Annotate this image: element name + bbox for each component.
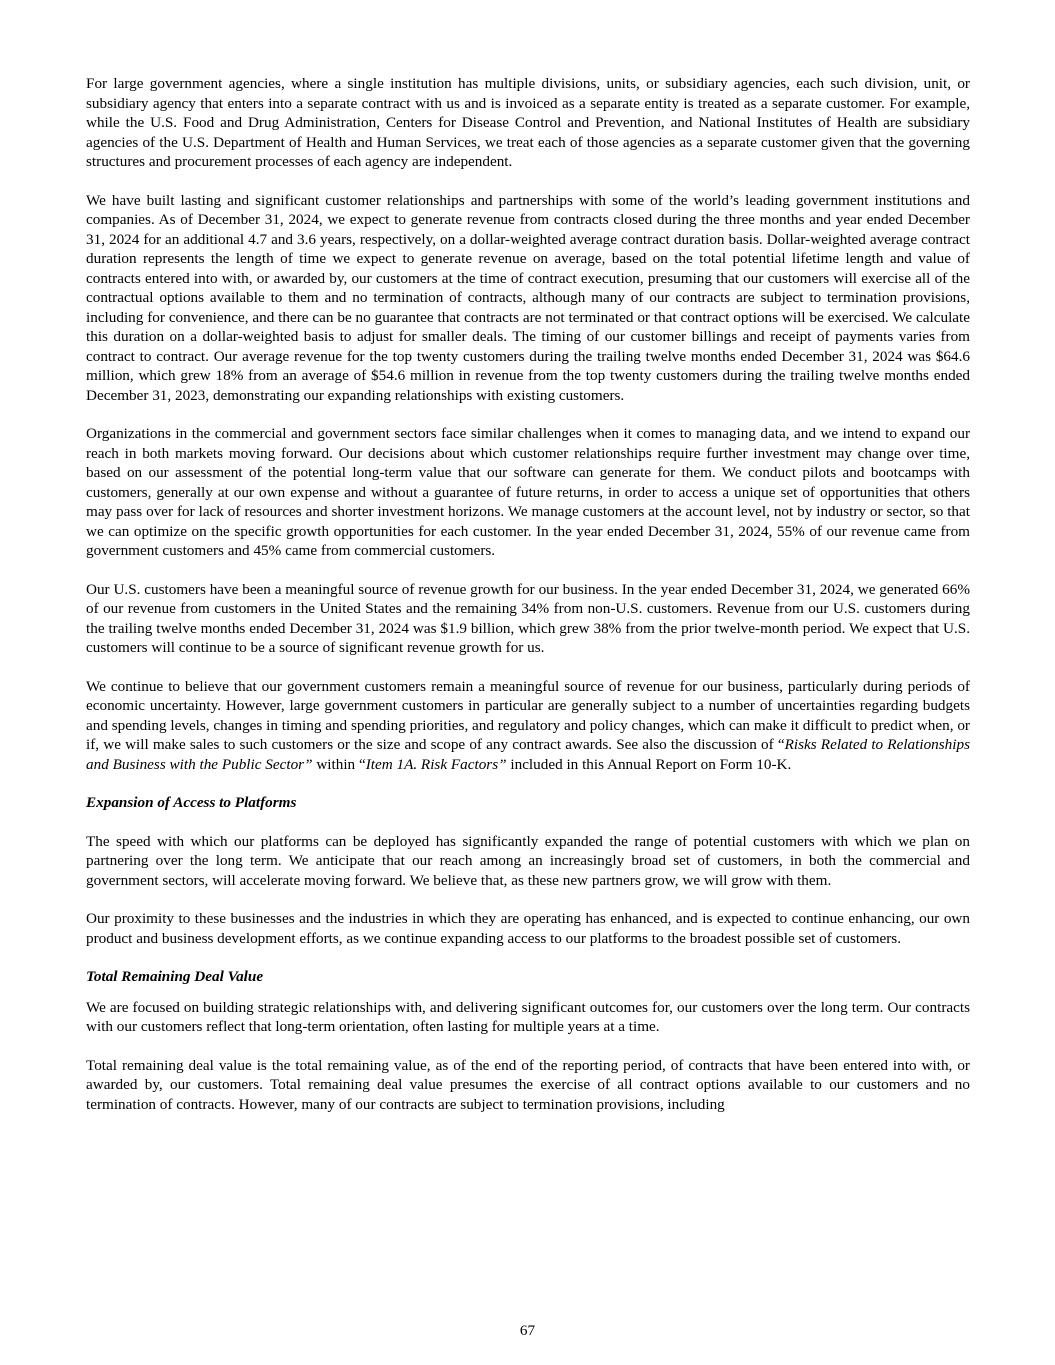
paragraph-strategic-relationships: We are focused on building strategic relationships with, and delivering significant outcomes for, our customers over the long term. Our contracts with our customers reflect that long-term orientation, often lasting for multiple years at a time. (86, 998, 970, 1035)
document-page (86, 74, 970, 1133)
paragraph-commercial-government: Organizations in the commercial and government sectors face similar challenges when it comes to managing data, and we intend to expand our reach in both markets moving forward. Our decisions about which customer relationships require further investment may change over time, based on our assessment of the potential long-term value that our software can generate for them. We conduct pilots and bootcamps with customers, generally at our own expense and without a guarantee of future returns, in order to access a unique set of opportunities that others may pass over for lack of resources and shorter investment horizons. We manage customers at the account level, not by industry or sector, so that we can optimize on the specific growth opportunities for each customer. In the year ended December 31, 2024, 55% of our revenue came from government customers and 45% came from commercial customers. (86, 425, 970, 559)
section-heading-expansion: Expansion of Access to Platforms (86, 794, 297, 811)
paragraph-customer-definition: For large government agencies, where a single institution has multiple divisions, units, or subsidiary agencies, each such division, unit, or subsidiary agency that enters into a separate contract with us and is invoiced as a separate entity is treated as a separate customer. For example, while the U.S. Food and Drug Administration, Centers for Disease Control and Prevention, and National Institutes of Health are subsidiary agencies of the U.S. Department of Health and Human Services, we treat each of those agencies as a separate customer given that the governing structures and procurement processes of each agency are independent. (86, 75, 970, 170)
paragraph-total-remaining-deal-value: Total remaining deal value is the total remaining value, as of the end of the reporting period, of contracts that have been entered into with, or awarded by, our customers. Total remaining deal value presumes the exercise of all contract options available to our customers and no termination of contracts. However, many of our contracts are subject to termination provisions, including (86, 1056, 970, 1113)
paragraph-us-customers: Our U.S. customers have been a meaningful source of revenue growth for our business. In the year ended December 31, 2024, we generated 66% of our revenue from customers in the United States and the remaining 34% from non-U.S. customers. Revenue from our U.S. customers during the trailing twelve months ended December 31, 2024 was $1.9 billion, which grew 38% from the prior twelve-month period. We expect that U.S. customers will continue to be a source of significant revenue growth for us. (86, 580, 970, 656)
italic-reference-risks: Risks Related to Relationships and Business with the Public Sector” (86, 736, 970, 773)
paragraph-customer-relationships: We have built lasting and significant customer relationships and partnerships with some of the world’s leading government institutions and companies. As of December 31, 2024, we expect to generate revenue from contracts closed during the three months and year ended December 31, 2024 for an additional 4.7 and 3.6 years, respectively, on a dollar-weighted average contract duration basis. Dollar-weighted average contract duration represents the length of time we expect to generate revenue on average, based on the total potential lifetime length and value of contracts entered into with, or awarded by, our customers at the time of contract execution, presuming that our customers will exercise all of the contractual options available to them and no termination of contracts, although many of our contracts are subject to termination provisions, including for convenience, and there can be no guarantee that contracts are not terminated or that contract options will be exercised. We calculate this duration on a dollar-weighted basis to adjust for smaller deals. The timing of our customer billings and receipt of payments varies from contract to contract. Our average revenue for the top twenty customers during the trailing twelve months ended December 31, 2024 was $64.6 million, which grew 18% from an average of $54.6 million in revenue from the top twenty customers during the trailing twelve months ended December 31, 2023, demonstrating our expanding relationships with existing customers. (86, 191, 970, 404)
section-heading-total-remaining-deal-value: Total Remaining Deal Value (86, 968, 264, 985)
text-segment: included in this Annual Report on Form 10-K. (506, 755, 792, 773)
text-segment: We continue to believe that our government customers remain a meaningful source of revenue for our business, particularly during periods of economic uncertainty. However, large government customers in particular are generally subject to a number of uncertainties regarding budgets and spending levels, changes in timing and spending priorities, and regulatory and policy changes, which can make it difficult to predict when, or if, we will make sales to such customers or the size and scope of any contract awards. See also the discussion of “ (86, 677, 970, 753)
text-segment: within “ (312, 755, 366, 773)
paragraph-proximity: Our proximity to these businesses and the industries in which they are operating has enhanced, and is expected to continue enhancing, our own product and business development efforts, as we continue expanding access to our platforms to the broadest possible set of customers. (86, 910, 970, 947)
page-number: 67 (519, 1322, 536, 1339)
italic-reference-item-1a: Item 1A. Risk Factors” (365, 755, 507, 773)
paragraph-government-customers (86, 677, 970, 775)
paragraph-platform-speed: The speed with which our platforms can be deployed has significantly expanded the range of potential customers with which we plan on partnering over the long term. We anticipate that our reach among an increasingly broad set of customers, in both the commercial and government sectors, will accelerate moving forward. We believe that, as these new partners grow, we will grow with them. (86, 832, 970, 889)
